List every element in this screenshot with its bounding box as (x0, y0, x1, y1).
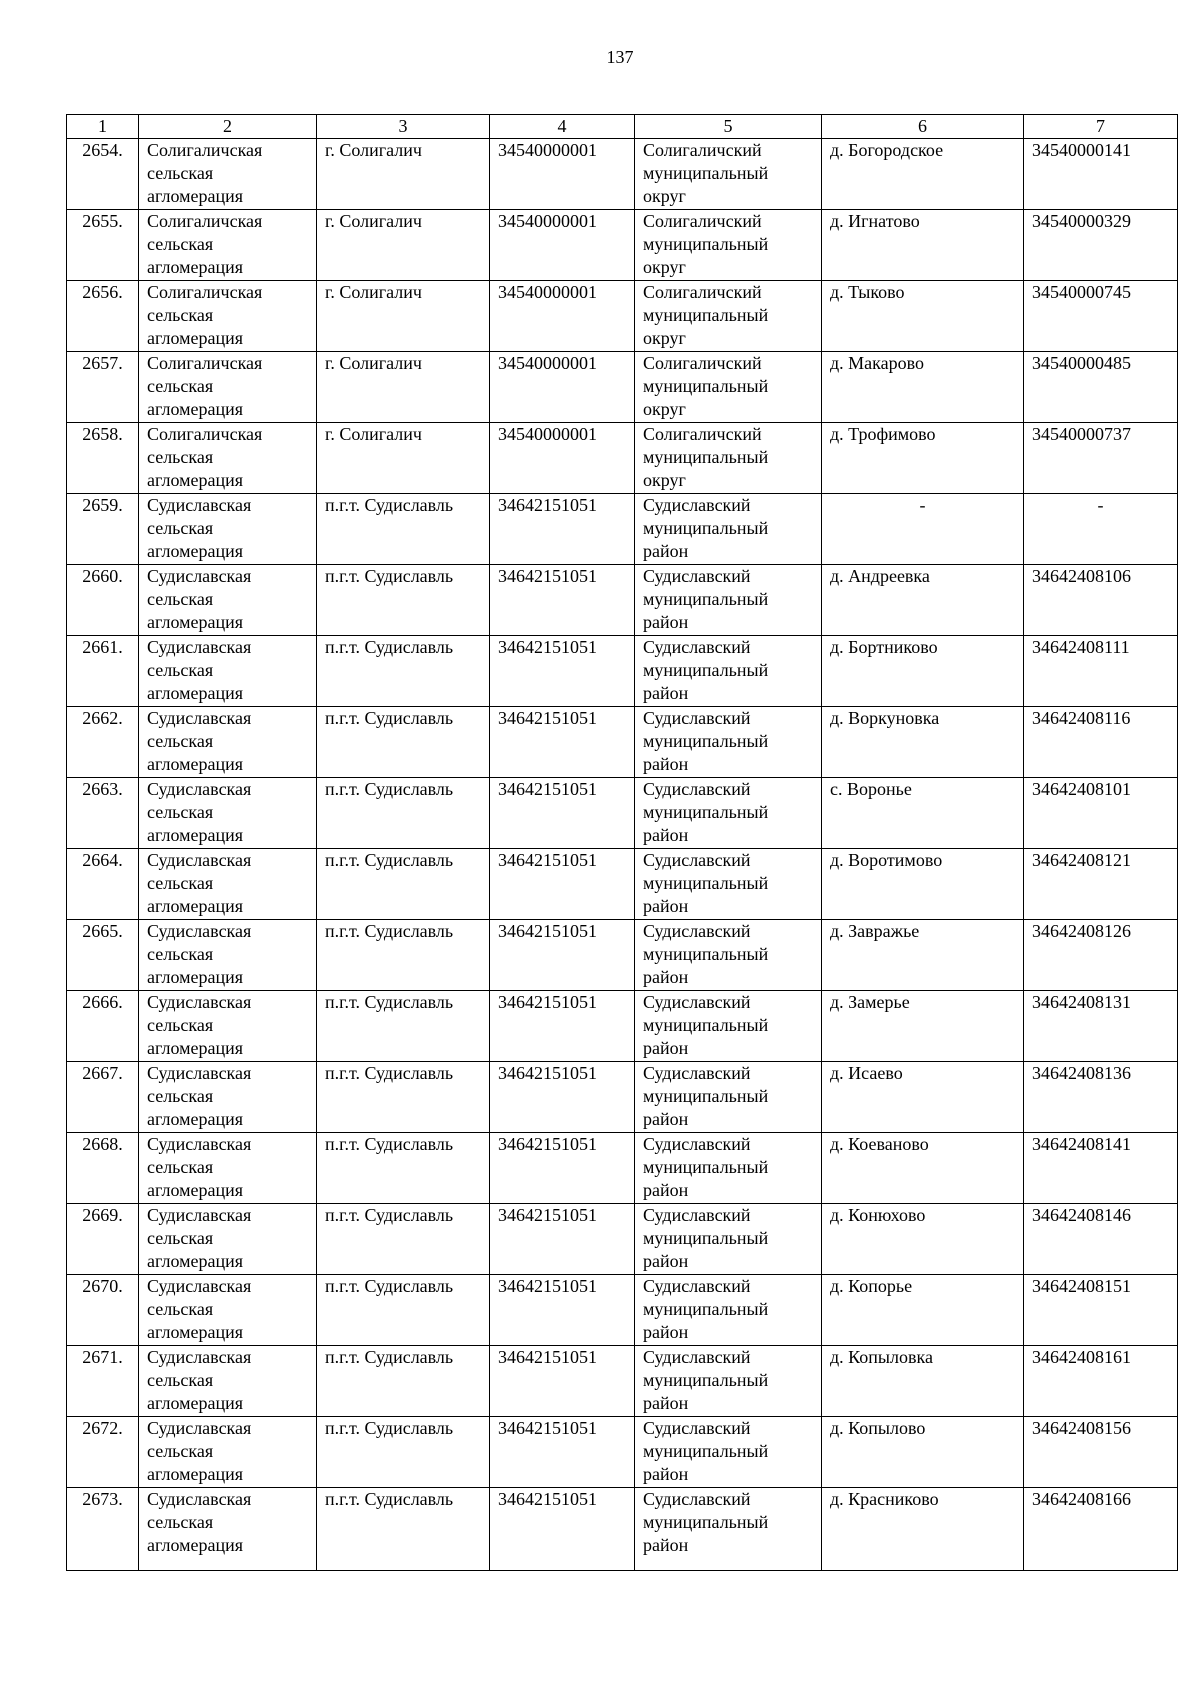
table-row (67, 920, 1178, 991)
agglomeration-cell-line: Судиславская (147, 1489, 252, 1509)
row-number-cell: 2671. (67, 1346, 139, 1417)
agglomeration-cell-line: сельская (147, 1086, 214, 1106)
agglomeration-cell-line: сельская (147, 376, 214, 396)
agglomeration-cell (139, 707, 317, 778)
agglomeration-cell-line: сельская (147, 1157, 214, 1177)
settlement-cell: д. Трофимово (822, 423, 1024, 494)
center-cell: г. Солигалич (317, 281, 490, 352)
table-row (67, 1346, 1178, 1417)
municipality-cell-line: муниципальный (643, 376, 769, 396)
agglomeration-cell-line: сельская (147, 1015, 214, 1035)
center-code-cell: 34642151051 (490, 1275, 635, 1346)
table-row (67, 565, 1178, 636)
agglomeration-cell-line: Судиславская (147, 566, 252, 586)
row-number-cell: 2673. (67, 1488, 139, 1571)
municipality-cell (635, 139, 822, 210)
settlement-cell: д. Коеваново (822, 1133, 1024, 1204)
agglomeration-cell-line: агломерация (147, 683, 244, 703)
municipality-cell-line: Судиславский (643, 779, 751, 799)
municipality-cell-line: муниципальный (643, 944, 769, 964)
center-cell: п.г.т. Судиславль (317, 1204, 490, 1275)
center-cell: п.г.т. Судиславль (317, 1346, 490, 1417)
municipality-cell-line: муниципальный (643, 589, 769, 609)
agglomeration-cell-line: Судиславская (147, 708, 252, 728)
municipality-cell (635, 423, 822, 494)
column-header-2: 2 (139, 115, 317, 139)
row-number-cell: 2669. (67, 1204, 139, 1275)
agglomeration-cell-line: Солигаличская (147, 353, 263, 373)
agglomeration-cell-line: агломерация (147, 1464, 244, 1484)
municipality-cell-line: район (643, 683, 689, 703)
agglomeration-cell (139, 210, 317, 281)
center-code-cell: 34540000001 (490, 281, 635, 352)
settlement-code-cell: 34642408121 (1024, 849, 1178, 920)
registry-table (66, 114, 1178, 1571)
table-row (67, 1133, 1178, 1204)
table-row (67, 352, 1178, 423)
settlement-cell: д. Завражье (822, 920, 1024, 991)
municipality-cell-line: район (643, 825, 689, 845)
agglomeration-cell-line: Солигаличская (147, 140, 263, 160)
settlement-code-cell: - (1024, 494, 1178, 565)
agglomeration-cell-line: сельская (147, 589, 214, 609)
agglomeration-cell (139, 991, 317, 1062)
page-number: 137 (606, 47, 634, 67)
agglomeration-cell-line: Судиславская (147, 637, 252, 657)
table-row (67, 1488, 1178, 1571)
center-code-cell: 34540000001 (490, 210, 635, 281)
center-code-cell: 34642151051 (490, 707, 635, 778)
agglomeration-cell (139, 281, 317, 352)
agglomeration-cell-line: агломерация (147, 541, 244, 561)
municipality-cell (635, 1275, 822, 1346)
agglomeration-cell (139, 352, 317, 423)
municipality-cell (635, 849, 822, 920)
center-code-cell: 34540000001 (490, 423, 635, 494)
settlement-cell: с. Воронье (822, 778, 1024, 849)
settlement-code-cell: 34642408146 (1024, 1204, 1178, 1275)
center-cell: п.г.т. Судиславль (317, 1133, 490, 1204)
agglomeration-cell (139, 139, 317, 210)
agglomeration-cell-line: Судиславская (147, 1347, 252, 1367)
agglomeration-cell-line: Судиславская (147, 1205, 252, 1225)
municipality-cell-line: район (643, 967, 689, 987)
agglomeration-cell-line: сельская (147, 234, 214, 254)
settlement-code-cell: 34642408156 (1024, 1417, 1178, 1488)
municipality-cell-line: муниципальный (643, 1157, 769, 1177)
municipality-cell-line: район (643, 896, 689, 916)
center-code-cell: 34642151051 (490, 920, 635, 991)
agglomeration-cell-line: Судиславская (147, 1063, 252, 1083)
municipality-cell (635, 1417, 822, 1488)
table-row (67, 494, 1178, 565)
settlement-code-cell: 34642408141 (1024, 1133, 1178, 1204)
column-header-3: 3 (317, 115, 490, 139)
municipality-cell-line: муниципальный (643, 660, 769, 680)
center-cell: г. Солигалич (317, 352, 490, 423)
center-code-cell: 34642151051 (490, 494, 635, 565)
settlement-cell: д. Макарово (822, 352, 1024, 423)
row-number-cell: 2667. (67, 1062, 139, 1133)
agglomeration-cell-line: агломерация (147, 1038, 244, 1058)
municipality-cell-line: район (643, 1322, 689, 1342)
settlement-code-cell: 34642408161 (1024, 1346, 1178, 1417)
center-code-cell: 34540000001 (490, 352, 635, 423)
municipality-cell (635, 1488, 822, 1571)
settlement-code-cell: 34642408126 (1024, 920, 1178, 991)
municipality-cell-line: район (643, 1535, 689, 1555)
municipality-cell-line: Солигаличский (643, 353, 762, 373)
center-cell: п.г.т. Судиславль (317, 920, 490, 991)
agglomeration-cell-line: агломерация (147, 186, 244, 206)
municipality-cell-line: район (643, 541, 689, 561)
agglomeration-cell-line: агломерация (147, 967, 244, 987)
agglomeration-cell-line: сельская (147, 163, 214, 183)
agglomeration-cell-line: сельская (147, 1299, 214, 1319)
column-header-5: 5 (635, 115, 822, 139)
agglomeration-cell-line: Судиславская (147, 495, 252, 515)
municipality-cell-line: Судиславский (643, 1063, 751, 1083)
agglomeration-cell-line: агломерация (147, 1322, 244, 1342)
settlement-code-cell: 34540000141 (1024, 139, 1178, 210)
settlement-code-cell: 34642408151 (1024, 1275, 1178, 1346)
table-row (67, 1204, 1178, 1275)
municipality-cell (635, 565, 822, 636)
row-number-cell: 2668. (67, 1133, 139, 1204)
settlement-code-cell: 34540000737 (1024, 423, 1178, 494)
municipality-cell-line: район (643, 754, 689, 774)
row-number-cell: 2662. (67, 707, 139, 778)
table-header (67, 115, 1178, 139)
municipality-cell (635, 1204, 822, 1275)
agglomeration-cell-line: Судиславская (147, 850, 252, 870)
municipality-cell-line: округ (643, 470, 686, 490)
agglomeration-cell-line: сельская (147, 518, 214, 538)
agglomeration-cell-line: Солигаличская (147, 282, 263, 302)
municipality-cell-line: Судиславский (643, 708, 751, 728)
agglomeration-cell-line: сельская (147, 802, 214, 822)
settlement-cell: д. Воркуновка (822, 707, 1024, 778)
row-number-cell: 2657. (67, 352, 139, 423)
municipality-cell-line: Судиславский (643, 566, 751, 586)
agglomeration-cell (139, 423, 317, 494)
agglomeration-cell (139, 1488, 317, 1571)
table-row (67, 991, 1178, 1062)
municipality-cell-line: Судиславский (643, 495, 751, 515)
center-cell: п.г.т. Судиславль (317, 778, 490, 849)
municipality-cell (635, 636, 822, 707)
agglomeration-cell-line: агломерация (147, 1180, 244, 1200)
agglomeration-cell-line: агломерация (147, 754, 244, 774)
table-row (67, 636, 1178, 707)
center-cell: п.г.т. Судиславль (317, 1417, 490, 1488)
agglomeration-cell (139, 1346, 317, 1417)
municipality-cell-line: Судиславский (643, 1276, 751, 1296)
municipality-cell-line: район (643, 1393, 689, 1413)
municipality-cell-line: муниципальный (643, 1370, 769, 1390)
municipality-cell (635, 1346, 822, 1417)
municipality-cell-line: муниципальный (643, 305, 769, 325)
municipality-cell-line: район (643, 1251, 689, 1271)
agglomeration-cell-line: агломерация (147, 612, 244, 632)
settlement-cell: д. Исаево (822, 1062, 1024, 1133)
center-cell: п.г.т. Судиславль (317, 991, 490, 1062)
agglomeration-cell-line: агломерация (147, 470, 244, 490)
table-row (67, 281, 1178, 352)
agglomeration-cell-line: агломерация (147, 1535, 244, 1555)
settlement-code-cell: 34642408101 (1024, 778, 1178, 849)
settlement-cell: д. Конюхово (822, 1204, 1024, 1275)
settlement-cell: - (822, 494, 1024, 565)
agglomeration-cell-line: Солигаличская (147, 424, 263, 444)
settlement-code-cell: 34642408166 (1024, 1488, 1178, 1571)
agglomeration-cell-line: Судиславская (147, 992, 252, 1012)
row-number-cell: 2670. (67, 1275, 139, 1346)
settlement-code-cell: 34540000485 (1024, 352, 1178, 423)
center-cell: г. Солигалич (317, 139, 490, 210)
municipality-cell-line: муниципальный (643, 1086, 769, 1106)
column-header-4: 4 (490, 115, 635, 139)
agglomeration-cell-line: сельская (147, 1370, 214, 1390)
agglomeration-cell (139, 1275, 317, 1346)
center-cell: п.г.т. Судиславль (317, 1275, 490, 1346)
table-row (67, 1062, 1178, 1133)
agglomeration-cell-line: Судиславская (147, 921, 252, 941)
agglomeration-cell (139, 920, 317, 991)
row-number-cell: 2660. (67, 565, 139, 636)
center-code-cell: 34642151051 (490, 991, 635, 1062)
center-code-cell: 34642151051 (490, 778, 635, 849)
municipality-cell (635, 707, 822, 778)
municipality-cell-line: район (643, 1464, 689, 1484)
agglomeration-cell-line: сельская (147, 944, 214, 964)
agglomeration-cell-line: сельская (147, 1228, 214, 1248)
municipality-cell-line: Солигаличский (643, 424, 762, 444)
agglomeration-cell-line: агломерация (147, 399, 244, 419)
municipality-cell-line: муниципальный (643, 1228, 769, 1248)
row-number-cell: 2664. (67, 849, 139, 920)
agglomeration-cell (139, 778, 317, 849)
center-code-cell: 34642151051 (490, 636, 635, 707)
settlement-code-cell: 34642408111 (1024, 636, 1178, 707)
center-code-cell: 34642151051 (490, 1204, 635, 1275)
municipality-cell-line: округ (643, 257, 686, 277)
column-header-7: 7 (1024, 115, 1178, 139)
municipality-cell (635, 281, 822, 352)
municipality-cell-line: муниципальный (643, 731, 769, 751)
center-code-cell: 34642151051 (490, 1062, 635, 1133)
table-row (67, 1417, 1178, 1488)
settlement-cell: д. Бортниково (822, 636, 1024, 707)
municipality-cell (635, 352, 822, 423)
table-row (67, 707, 1178, 778)
agglomeration-cell-line: сельская (147, 1441, 214, 1461)
settlement-cell: д. Андреевка (822, 565, 1024, 636)
agglomeration-cell-line: сельская (147, 447, 214, 467)
settlement-code-cell: 34642408116 (1024, 707, 1178, 778)
table-row (67, 423, 1178, 494)
center-cell: п.г.т. Судиславль (317, 636, 490, 707)
agglomeration-cell-line: сельская (147, 731, 214, 751)
municipality-cell-line: Судиславский (643, 1347, 751, 1367)
agglomeration-cell-line: Судиславская (147, 1134, 252, 1154)
center-code-cell: 34642151051 (490, 1488, 635, 1571)
row-number-cell: 2656. (67, 281, 139, 352)
column-header-6: 6 (822, 115, 1024, 139)
municipality-cell (635, 494, 822, 565)
municipality-cell-line: район (643, 1109, 689, 1129)
center-code-cell: 34642151051 (490, 1133, 635, 1204)
municipality-cell-line: Судиславский (643, 1134, 751, 1154)
agglomeration-cell (139, 1417, 317, 1488)
settlement-code-cell: 34642408106 (1024, 565, 1178, 636)
row-number-cell: 2665. (67, 920, 139, 991)
agglomeration-cell-line: агломерация (147, 825, 244, 845)
center-code-cell: 34642151051 (490, 849, 635, 920)
row-number-cell: 2654. (67, 139, 139, 210)
agglomeration-cell-line: сельская (147, 1512, 214, 1532)
center-cell: п.г.т. Судиславль (317, 494, 490, 565)
table-row (67, 849, 1178, 920)
municipality-cell-line: муниципальный (643, 1299, 769, 1319)
table-row (67, 778, 1178, 849)
agglomeration-cell-line: агломерация (147, 896, 244, 916)
municipality-cell-line: Судиславский (643, 1205, 751, 1225)
municipality-cell-line: Судиславский (643, 1489, 751, 1509)
row-number-cell: 2661. (67, 636, 139, 707)
settlement-code-cell: 34540000745 (1024, 281, 1178, 352)
municipality-cell (635, 778, 822, 849)
center-cell: п.г.т. Судиславль (317, 1062, 490, 1133)
municipality-cell-line: муниципальный (643, 447, 769, 467)
agglomeration-cell-line: агломерация (147, 1393, 244, 1413)
table-body (67, 139, 1178, 1571)
row-number-cell: 2655. (67, 210, 139, 281)
settlement-cell: д. Игнатово (822, 210, 1024, 281)
municipality-cell-line: муниципальный (643, 1512, 769, 1532)
agglomeration-cell-line: Судиславская (147, 1276, 252, 1296)
center-cell: п.г.т. Судиславль (317, 849, 490, 920)
agglomeration-cell-line: Судиславская (147, 1418, 252, 1438)
municipality-cell-line: муниципальный (643, 873, 769, 893)
agglomeration-cell-line: Судиславская (147, 779, 252, 799)
settlement-cell: д. Тыково (822, 281, 1024, 352)
municipality-cell-line: муниципальный (643, 234, 769, 254)
municipality-cell-line: округ (643, 328, 686, 348)
municipality-cell (635, 210, 822, 281)
municipality-cell-line: муниципальный (643, 163, 769, 183)
municipality-cell-line: Солигаличский (643, 211, 762, 231)
municipality-cell (635, 1133, 822, 1204)
municipality-cell-line: Судиславский (643, 921, 751, 941)
table-row (67, 1275, 1178, 1346)
municipality-cell-line: муниципальный (643, 802, 769, 822)
center-cell: п.г.т. Судиславль (317, 565, 490, 636)
agglomeration-cell (139, 1062, 317, 1133)
municipality-cell-line: Судиславский (643, 1418, 751, 1438)
municipality-cell (635, 1062, 822, 1133)
municipality-cell-line: Судиславский (643, 637, 751, 657)
municipality-cell-line: район (643, 1180, 689, 1200)
column-header-1: 1 (67, 115, 139, 139)
center-code-cell: 34540000001 (490, 139, 635, 210)
municipality-cell-line: муниципальный (643, 1441, 769, 1461)
center-cell: г. Солигалич (317, 423, 490, 494)
row-number-cell: 2658. (67, 423, 139, 494)
row-number-cell: 2663. (67, 778, 139, 849)
agglomeration-cell-line: агломерация (147, 328, 244, 348)
municipality-cell-line: округ (643, 186, 686, 206)
municipality-cell-line: Солигаличский (643, 282, 762, 302)
center-cell: п.г.т. Судиславль (317, 1488, 490, 1571)
municipality-cell-line: Солигаличский (643, 140, 762, 160)
settlement-cell: д. Воротимово (822, 849, 1024, 920)
row-number-cell: 2666. (67, 991, 139, 1062)
settlement-code-cell: 34642408131 (1024, 991, 1178, 1062)
municipality-cell-line: округ (643, 399, 686, 419)
settlement-cell: д. Копылово (822, 1417, 1024, 1488)
municipality-cell-line: район (643, 1038, 689, 1058)
settlement-code-cell: 34642408136 (1024, 1062, 1178, 1133)
agglomeration-cell-line: Солигаличская (147, 211, 263, 231)
municipality-cell (635, 991, 822, 1062)
agglomeration-cell (139, 1133, 317, 1204)
agglomeration-cell (139, 494, 317, 565)
settlement-cell: д. Копорье (822, 1275, 1024, 1346)
center-code-cell: 34642151051 (490, 1346, 635, 1417)
center-cell: п.г.т. Судиславль (317, 707, 490, 778)
agglomeration-cell (139, 636, 317, 707)
settlement-cell: д. Богородское (822, 139, 1024, 210)
agglomeration-cell-line: агломерация (147, 1251, 244, 1271)
center-code-cell: 34642151051 (490, 1417, 635, 1488)
row-number-cell: 2672. (67, 1417, 139, 1488)
municipality-cell-line: Судиславский (643, 850, 751, 870)
header-row (67, 115, 1178, 139)
agglomeration-cell-line: сельская (147, 660, 214, 680)
municipality-cell (635, 920, 822, 991)
municipality-cell-line: район (643, 612, 689, 632)
agglomeration-cell-line: сельская (147, 873, 214, 893)
center-cell: г. Солигалич (317, 210, 490, 281)
agglomeration-cell (139, 565, 317, 636)
municipality-cell-line: Судиславский (643, 992, 751, 1012)
agglomeration-cell (139, 1204, 317, 1275)
table-row (67, 210, 1178, 281)
agglomeration-cell-line: сельская (147, 305, 214, 325)
settlement-cell: д. Красниково (822, 1488, 1024, 1571)
settlement-code-cell: 34540000329 (1024, 210, 1178, 281)
settlement-cell: д. Копыловка (822, 1346, 1024, 1417)
municipality-cell-line: муниципальный (643, 1015, 769, 1035)
municipality-cell-line: муниципальный (643, 518, 769, 538)
agglomeration-cell-line: агломерация (147, 1109, 244, 1129)
agglomeration-cell (139, 849, 317, 920)
row-number-cell: 2659. (67, 494, 139, 565)
table-row (67, 139, 1178, 210)
agglomeration-cell-line: агломерация (147, 257, 244, 277)
settlement-cell: д. Замерье (822, 991, 1024, 1062)
center-code-cell: 34642151051 (490, 565, 635, 636)
